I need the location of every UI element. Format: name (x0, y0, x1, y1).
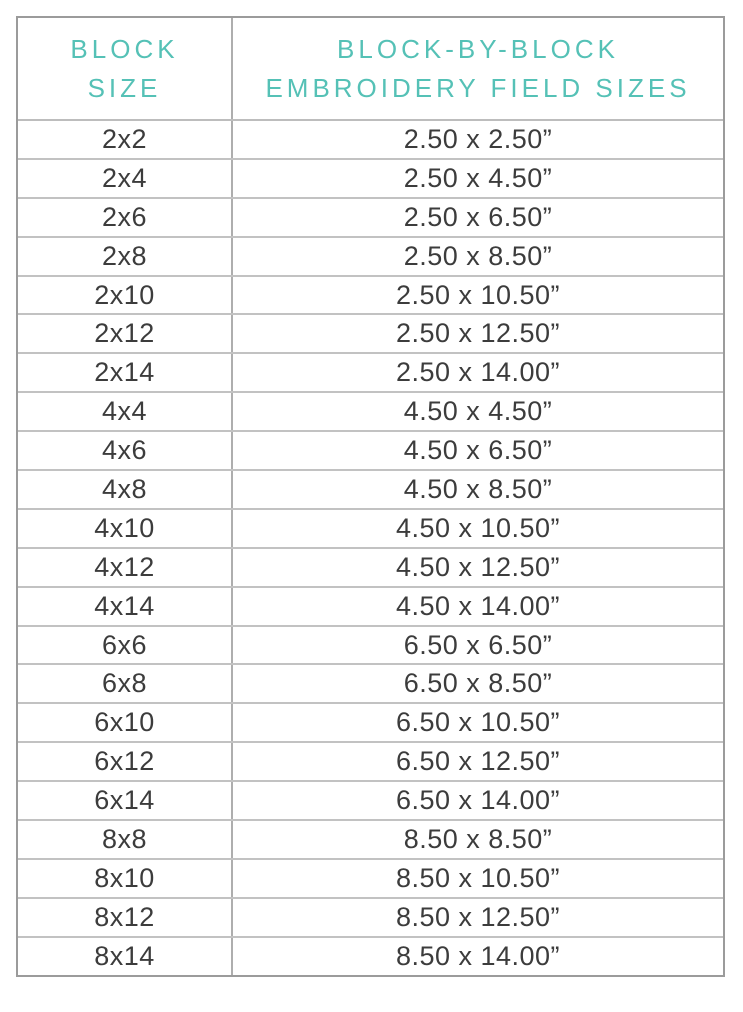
field-size-cell: 4.50 x 14.00” (232, 587, 723, 626)
field-size-cell: 6.50 x 8.50” (232, 664, 723, 703)
block-size-cell: 4x10 (18, 509, 232, 548)
table-row (18, 703, 723, 742)
size-table (18, 18, 723, 975)
block-size-cell: 4x14 (18, 587, 232, 626)
field-size-cell: 8.50 x 10.50” (232, 859, 723, 898)
block-size-cell: 6x6 (18, 626, 232, 665)
block-size-cell: 2x14 (18, 353, 232, 392)
field-size-cell: 6.50 x 10.50” (232, 703, 723, 742)
table-row (18, 548, 723, 587)
table-row (18, 120, 723, 159)
block-size-cell: 6x8 (18, 664, 232, 703)
block-size-cell: 2x6 (18, 198, 232, 237)
table-body (18, 120, 723, 975)
block-size-cell: 2x8 (18, 237, 232, 276)
table-row (18, 431, 723, 470)
header-field-line1: BLOCK-BY-BLOCK (337, 33, 619, 64)
field-size-cell: 6.50 x 12.50” (232, 742, 723, 781)
header-row (18, 18, 723, 120)
header-field-line2: EMBROIDERY FIELD SIZES (265, 72, 691, 103)
block-size-cell: 2x12 (18, 314, 232, 353)
field-size-cell: 2.50 x 12.50” (232, 314, 723, 353)
table-row (18, 276, 723, 315)
block-size-cell: 4x6 (18, 431, 232, 470)
embroidery-size-table (16, 16, 725, 977)
block-size-cell: 4x8 (18, 470, 232, 509)
field-size-cell: 4.50 x 10.50” (232, 509, 723, 548)
block-size-cell: 2x4 (18, 159, 232, 198)
field-size-cell: 2.50 x 10.50” (232, 276, 723, 315)
block-size-cell: 6x10 (18, 703, 232, 742)
column-header-field-sizes (232, 18, 723, 120)
table-row (18, 820, 723, 859)
block-size-cell: 4x12 (18, 548, 232, 587)
field-size-cell: 8.50 x 8.50” (232, 820, 723, 859)
table-row (18, 159, 723, 198)
table-row (18, 937, 723, 975)
block-size-cell: 4x4 (18, 392, 232, 431)
field-size-cell: 4.50 x 6.50” (232, 431, 723, 470)
field-size-cell: 2.50 x 6.50” (232, 198, 723, 237)
field-size-cell: 6.50 x 6.50” (232, 626, 723, 665)
table-row (18, 237, 723, 276)
table-row (18, 314, 723, 353)
table-row (18, 859, 723, 898)
field-size-cell: 4.50 x 12.50” (232, 548, 723, 587)
field-size-cell: 8.50 x 14.00” (232, 937, 723, 975)
block-size-cell: 6x12 (18, 742, 232, 781)
table-row (18, 392, 723, 431)
table-row (18, 470, 723, 509)
block-size-cell: 8x8 (18, 820, 232, 859)
block-size-cell: 2x10 (18, 276, 232, 315)
column-header-block-size (18, 18, 232, 120)
table-row (18, 198, 723, 237)
block-size-cell: 8x14 (18, 937, 232, 975)
table-header (18, 18, 723, 120)
table-row (18, 898, 723, 937)
field-size-cell: 8.50 x 12.50” (232, 898, 723, 937)
field-size-cell: 2.50 x 4.50” (232, 159, 723, 198)
field-size-cell: 2.50 x 14.00” (232, 353, 723, 392)
table-row (18, 626, 723, 665)
table-row (18, 587, 723, 626)
block-size-cell: 8x12 (18, 898, 232, 937)
header-block-line2: SIZE (87, 72, 162, 103)
table-row (18, 664, 723, 703)
table-row (18, 742, 723, 781)
field-size-cell: 6.50 x 14.00” (232, 781, 723, 820)
table-row (18, 353, 723, 392)
block-size-cell: 8x10 (18, 859, 232, 898)
field-size-cell: 2.50 x 8.50” (232, 237, 723, 276)
block-size-cell: 6x14 (18, 781, 232, 820)
header-block-line1: BLOCK (70, 33, 179, 64)
field-size-cell: 4.50 x 4.50” (232, 392, 723, 431)
field-size-cell: 4.50 x 8.50” (232, 470, 723, 509)
table-row (18, 509, 723, 548)
field-size-cell: 2.50 x 2.50” (232, 120, 723, 159)
table-row (18, 781, 723, 820)
block-size-cell: 2x2 (18, 120, 232, 159)
